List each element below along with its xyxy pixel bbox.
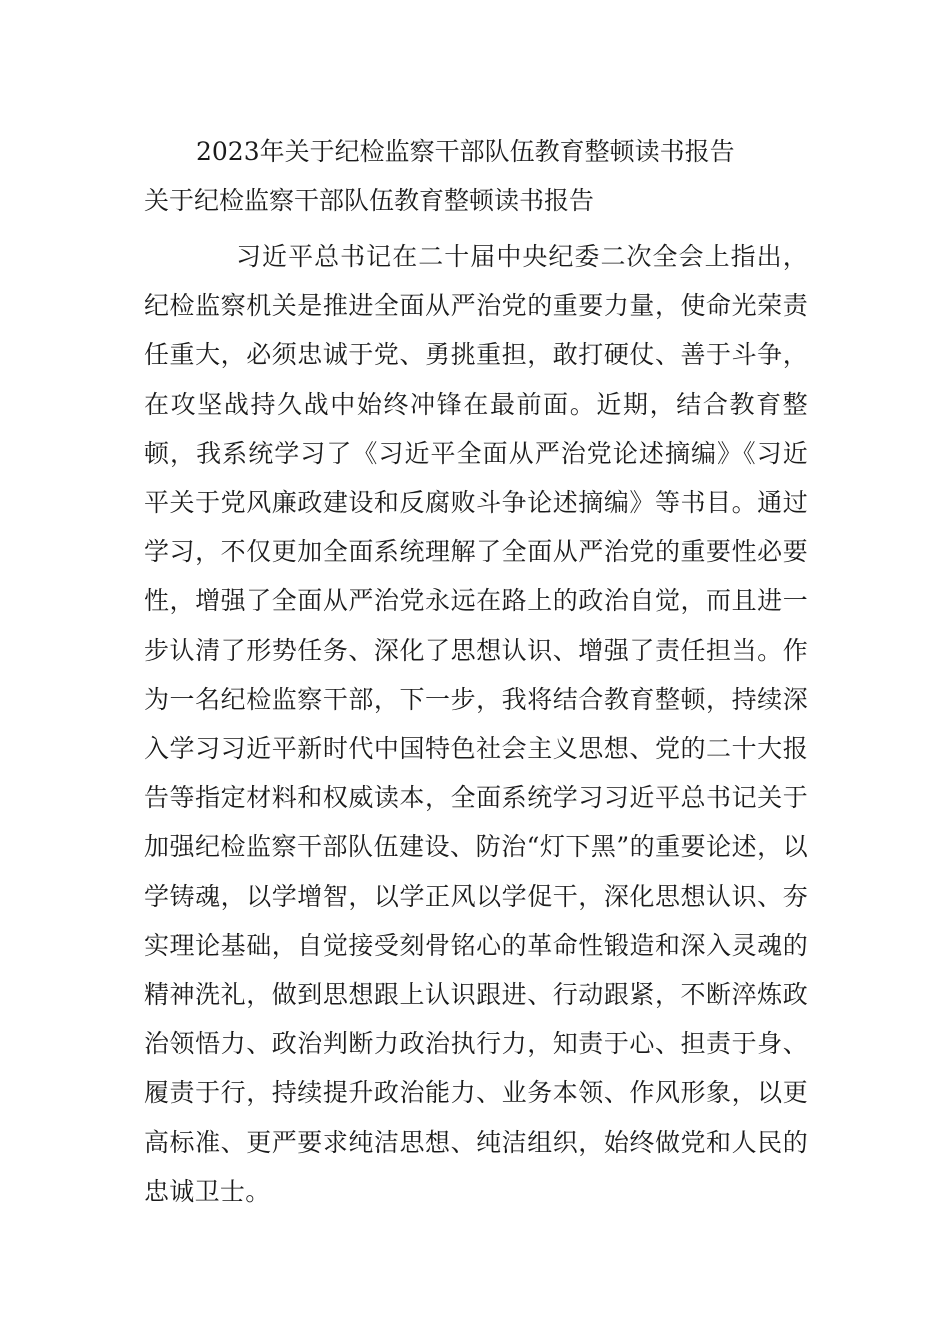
- body-paragraph: 习近平总书记在二十届中央纪委二次全会上指出，纪检监察机关是推进全面从严治党的重要力量，使命光荣责任重大，必须忠诚于党、勇挑重担，敢打硬仗、善于斗争，在攻坚战持久战中始终冲锋在最前面。近期，结合教育整顿，我系统学习了《习近平全面从严治党论述摘编》《习近平关于党风廉政建设和反腐败斗争论述摘编》等书目。通过学习，不仅更加全面系统理解了全面从严治党的重要性必要性，增强了全面从严治党永远在路上的政治自觉，而且进一步认清了形势任务、深化了思想认识、增强了责任担当。作为一名纪检监察干部，下一步，我将结合教育整顿，持续深入学习习近平新时代中国特色社会主义思想、党的二十大报告等指定材料和权威读本，全面系统学习习近平总书记关于加强纪检监察干部队伍建设、防治“灯下黑”的重要论述，以学铸魂，以学增智，以学正风以学促干，深化思想认识、夯实理论基础，自觉接受刻骨铭心的革命性锻造和深入灵魂的精神洗礼，做到思想跟上认识跟进、行动跟紧，不断淬炼政治领悟力、政治判断力政治执行力，知责于心、担责于身、履责于行，持续提升政治能力、业务本领、作风形象，以更高标准、更严要求纯洁思想、纯洁组织，始终做党和人民的忠诚卫士。: [144, 242, 808, 1206]
- document-title: 2023年关于纪检监察干部队伍教育整顿读书报告: [196, 137, 735, 166]
- document-subtitle: 关于纪检监察干部队伍教育整顿读书报告: [144, 186, 595, 215]
